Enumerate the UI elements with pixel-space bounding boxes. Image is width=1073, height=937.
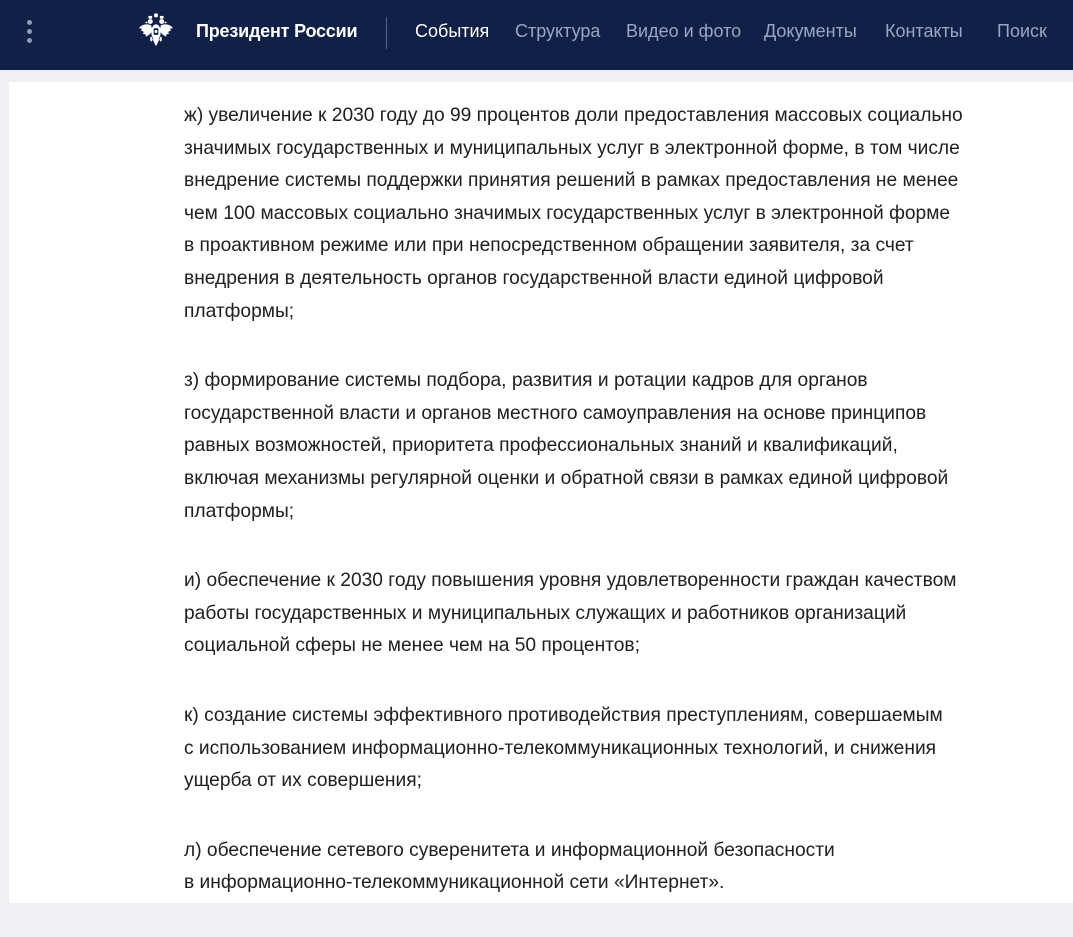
article-line: социальной сферы не менее чем на 50 процентов; (184, 635, 640, 657)
article-line: внедрения в деятельность органов государственной власти единой цифровой (184, 267, 884, 289)
article-line: чем 100 массовых социально значимых государственных услуг в электронной форме (184, 202, 951, 224)
article-line: ущерба от их совершения; (184, 770, 422, 792)
article-line: з) формирование системы подбора, развития и ротации кадров для органов (184, 370, 868, 392)
article-line: равных возможностей, приоритета профессиональных знаний и квалификаций, (184, 435, 898, 457)
site-header (0, 0, 1073, 70)
article-line: значимых государственных и муниципальных услуг в электронной форме, в том числе (184, 137, 960, 159)
nav-item-events[interactable]: События (415, 21, 490, 41)
article-line: государственной власти и органов местного самоуправления на основе принципов (184, 402, 927, 424)
content-area (9, 82, 1073, 903)
article-paragraph (184, 835, 1034, 900)
article-line: с использованием информационно-телекоммуникационных технологий, и снижения (184, 737, 937, 759)
site-title[interactable]: Президент России (196, 21, 358, 41)
article-paragraph (184, 100, 1034, 328)
article-line: к) создание системы эффективного противодействия преступлениям, совершаемым (184, 704, 943, 726)
nav-item-structure[interactable]: Структура (515, 21, 601, 41)
main-nav (0, 21, 1073, 45)
nav-item-video-photo[interactable]: Видео и фото (626, 21, 742, 41)
article-body (184, 100, 1034, 937)
article-line: в информационно-телекоммуникационной сети «Интернет». (184, 872, 725, 894)
nav-item-contacts[interactable]: Контакты (885, 21, 963, 41)
nav-item-search[interactable]: Поиск (997, 21, 1047, 41)
article-line: и) обеспечение к 2030 году повышения уровня удовлетворенности граждан качеством (184, 570, 957, 592)
article-line: внедрение системы поддержки принятия решений в рамках предоставления не менее (184, 170, 959, 192)
article-line: ж) увеличение к 2030 году до 99 процентов доли предоставления массовых социально (184, 105, 963, 126)
nav-item-documents[interactable]: Документы (764, 21, 857, 41)
article-paragraph (184, 700, 1034, 798)
article-line: работы государственных и муниципальных служащих и работников организаций (184, 602, 907, 624)
article-line: в проактивном режиме или при непосредственном обращении заявителя, за счет (184, 235, 914, 257)
article-line: л) обеспечение сетевого суверенитета и информационной безопасности (184, 839, 835, 861)
article-paragraph (184, 565, 1034, 663)
article-line: платформы; (184, 300, 295, 322)
article-line: включая механизмы регулярной оценки и обратной связи в рамках единой цифровой (184, 467, 949, 489)
article-line: платформы; (184, 500, 295, 522)
article-paragraph (184, 365, 1034, 528)
